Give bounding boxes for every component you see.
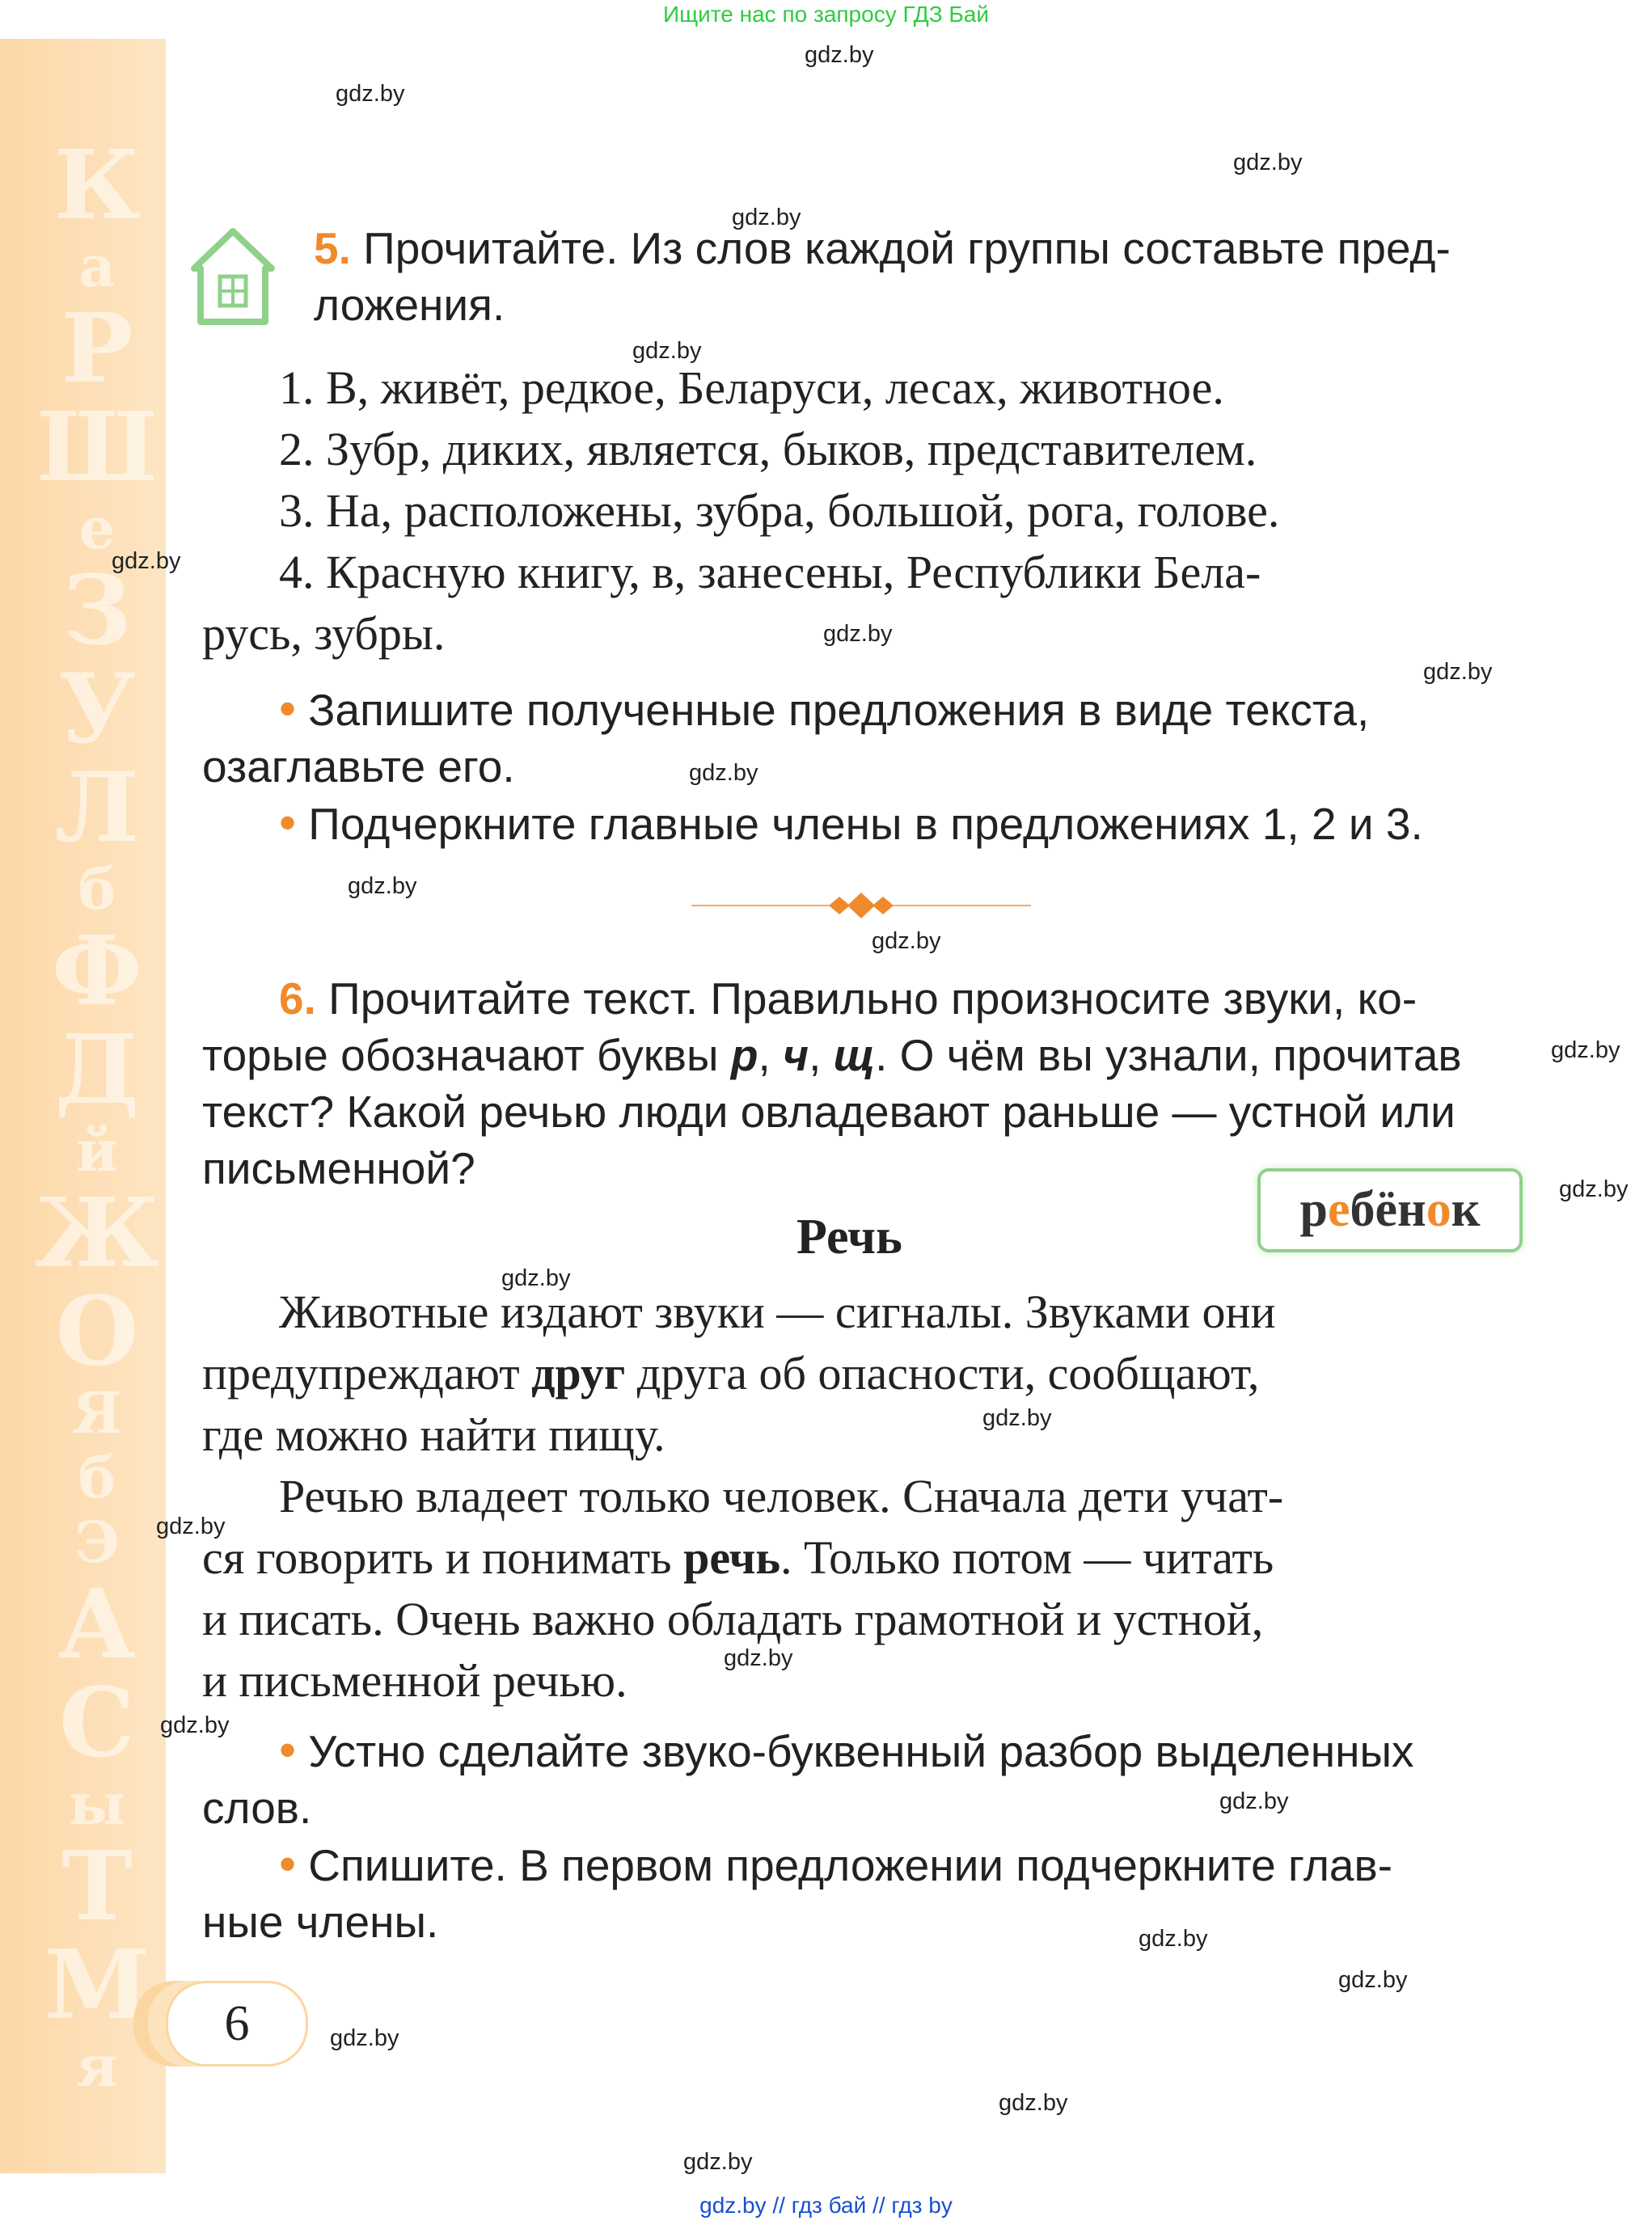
watermark: gdz.by [501,1265,571,1291]
watermark: gdz.by [1423,659,1493,685]
task5-number: 5. [314,223,351,273]
bullet-icon: • [279,1837,297,1891]
task5-bullets: • Запишите полученные предложения в виде текста, озаглавьте его. • Подчеркните главные члены в предложениях 1, 2 и 3. [202,682,1423,850]
task5-item: русь, зубры. [202,607,446,660]
header-promo-link[interactable]: Ищите нас по запросу ГДЗ Бай [662,2,990,27]
bullet-icon: • [279,796,297,850]
task5-item: 3. На, расположены, зубра, большой, рога, голове. [279,484,1280,537]
watermark: gdz.by [982,1405,1052,1431]
watermark: gdz.by [112,548,181,574]
watermark: gdz.by [823,621,893,647]
watermark: gdz.by [683,2149,753,2175]
watermark: gdz.by [156,1514,226,1539]
bullet-icon: • [279,682,297,736]
watermark: gdz.by [1219,1788,1289,1814]
text-body: Животные издают звуки — сигналы. Звуками они предупреждают друг друга об опасности, сообщают, где можно найти пищу. Речью владеет только человек. Сначала дети учат- ся говорить и понимать речь. Только потом — читать и писать. Очень важно обладать грамотной и устной, и письменной речью. [202,1286,1284,1707]
page-number: 6 [166,1981,308,2067]
watermark: gdz.by [336,81,405,107]
task5-sentences [202,357,1520,665]
bullet-icon: • [279,1723,297,1777]
watermark: gdz.by [348,873,417,899]
task6-number: 6. [279,973,316,1024]
section-divider [691,889,1031,922]
home-task-icon [188,226,278,327]
task5-item: 4. Красную книгу, в, занесены, Республики Бела- [279,546,1261,598]
decorative-sidebar [0,39,166,2173]
task6-prompt: 6. Прочитайте текст. Правильно произносите звуки, ко- торые обозначают буквы р, ч, щ. О чём вы узнали, прочитав текст? Какой речью люди овладевают раньше — устной или письменной? [202,973,1462,1193]
watermark: gdz.by [1338,1967,1408,1993]
watermark: gdz.by [1559,1176,1629,1202]
watermark: gdz.by [1139,1926,1208,1952]
sidebar-alphabet: К а Р Ш е З У Л б Ф Д й Ж О Я б Э А С ы Т М я [34,129,160,2100]
watermark: gdz.by [160,1712,230,1738]
vocabulary-word-box: ребёнок [1257,1168,1523,1252]
watermark: gdz.by [689,760,758,786]
watermark: gdz.by [1551,1037,1620,1063]
highlighted-word: друг [531,1347,626,1400]
task5-heading-cont: ложения. [314,280,505,330]
watermark: gdz.by [1233,150,1303,175]
watermark: gdz.by [330,2025,399,2051]
highlighted-word: речь [683,1531,781,1584]
footer-links[interactable]: gdz.by // гдз бай // гдз by [699,2193,953,2218]
watermark: gdz.by [872,928,941,954]
watermark: gdz.by [724,1645,793,1671]
task5-line1: Прочитайте. Из слов каждой группы составьте пред- [363,223,1451,273]
text-title: Речь [796,1210,902,1264]
task5-item: 1. В, живёт, редкое, Беларуси, лесах, животное. [279,361,1224,414]
watermark: gdz.by [632,338,702,364]
task6-bullets: • Устно сделайте звуко-буквенный разбор выделенных слов. • Спишите. В первом предложении подчеркните глав- ные члены. [202,1723,1414,1947]
watermark: gdz.by [805,42,874,68]
watermark: gdz.by [732,205,801,230]
task5-heading [314,220,1527,277]
watermark: gdz.by [999,2090,1068,2116]
task5-item: 2. Зубр, диких, является, быков, представителем. [279,423,1257,475]
